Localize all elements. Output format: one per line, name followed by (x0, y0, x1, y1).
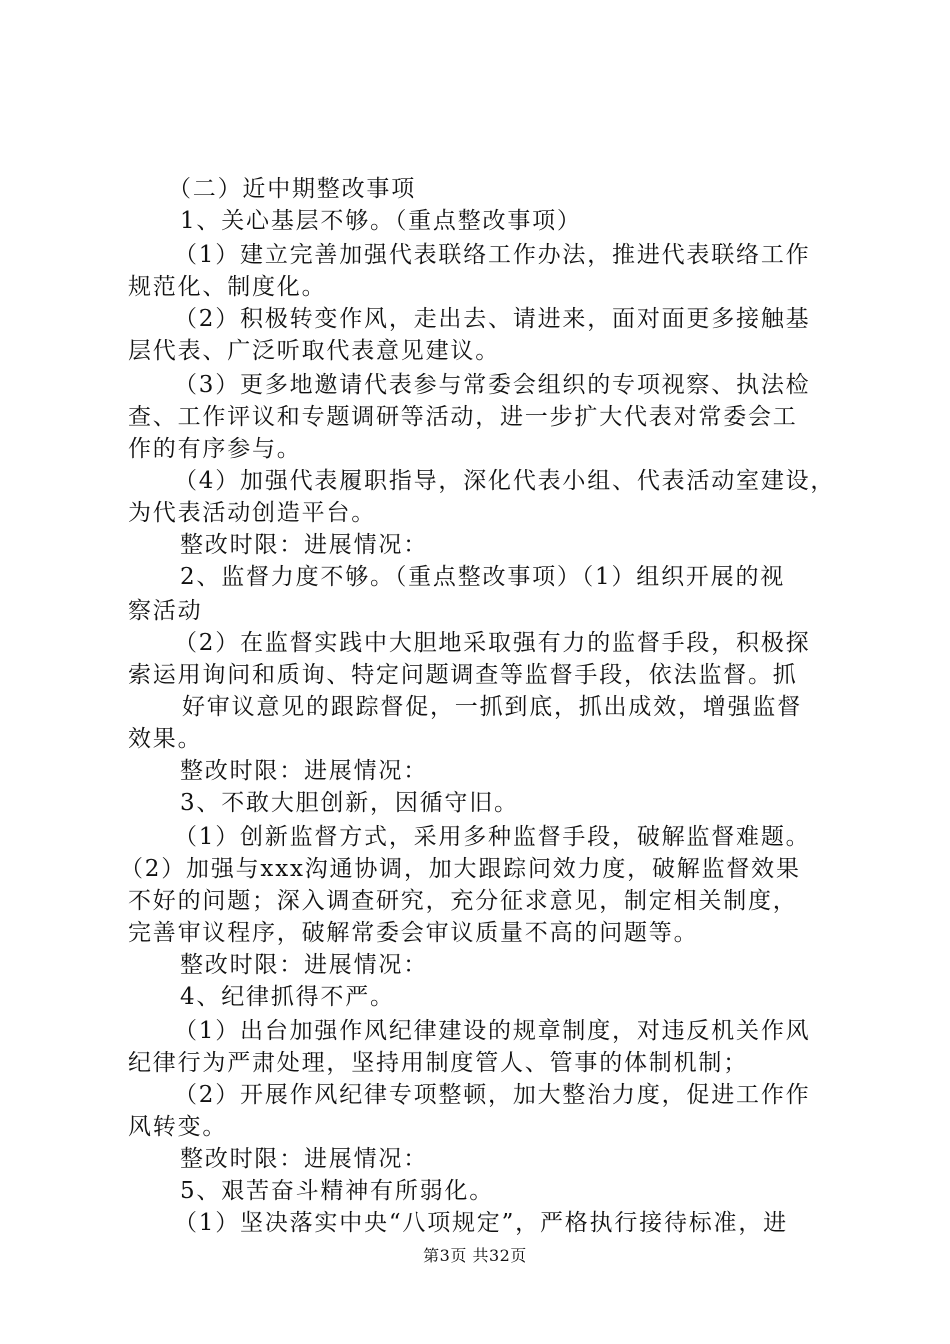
item-heading: 2、监督力度不够。（重点整改事项）（1）组织开展的视 (180, 564, 786, 590)
paragraph-line: （1）建立完善加强代表联络工作办法，推进代表联络工作 (174, 242, 811, 268)
item-heading: 4、纪律抓得不严。 (180, 984, 395, 1010)
section-heading: （二）近中期整改事项 (168, 176, 416, 202)
deadline-progress-line: 整改时限：进展情况： (180, 532, 428, 558)
paragraph-line: 索运用询问和质询、特定问题调查等监督手段，依法监督。抓 (128, 662, 798, 688)
paragraph-line: （2）积极转变作风，走出去、请进来，面对面更多接触基 (174, 306, 811, 332)
paragraph-line: 规范化、制度化。 (128, 274, 327, 300)
deadline-progress-line: 整改时限：进展情况： (180, 1146, 428, 1172)
paragraph-line: 不好的问题；深入调查研究，充分征求意见，制定相关制度， (128, 888, 798, 914)
paragraph-line: （3）更多地邀请代表参与常委会组织的专项视察、执法检 (174, 372, 811, 398)
paragraph-line: （2）开展作风纪律专项整顿，加大整治力度，促进工作作 (174, 1082, 811, 1108)
paragraph-line: （1）坚决落实中央“八项规定”，严格执行接待标准，进 (174, 1210, 788, 1236)
deadline-progress-line: 整改时限：进展情况： (180, 952, 428, 978)
paragraph-line: （4）加强代表履职指导，深化代表小组、代表活动室建设， (174, 468, 836, 494)
paragraph-line: （2）在监督实践中大胆地采取强有力的监督手段，积极探 (174, 630, 811, 656)
paragraph-line: （1）创新监督方式，采用多种监督手段，破解监督难题。 (174, 824, 811, 850)
paragraph-line: 为代表活动创造平台。 (128, 500, 376, 526)
paragraph-line: 效果。 (128, 726, 203, 752)
paragraph-line: 完善审议程序，破解常委会审议质量不高的问题等。 (128, 920, 699, 946)
item-heading: 3、不敢大胆创新，因循守旧。 (180, 790, 519, 816)
paragraph-line: 查、工作评议和专题调研等活动，进一步扩大代表对常委会工 (128, 404, 798, 430)
paragraph-line: 层代表、广泛听取代表意见建议。 (128, 338, 500, 364)
paragraph-line: 风转变。 (128, 1114, 228, 1140)
page-number-footer: 第3页 共32页 (423, 1246, 527, 1265)
paragraph-line: （2）加强与xxx沟通协调，加大跟踪问效力度，破解监督效果 (120, 856, 801, 882)
paragraph-line: 作的有序参与。 (128, 436, 302, 462)
item-heading: 1、关心基层不够。（重点整改事项） (180, 208, 582, 234)
paragraph-line: （1）出台加强作风纪律建设的规章制度，对违反机关作风 (174, 1018, 811, 1044)
paragraph-line: 好审议意见的跟踪督促，一抓到底，抓出成效，增强监督 (182, 694, 802, 720)
paragraph-line: 纪律行为严肃处理，坚持用制度管人、管事的体制机制； (128, 1050, 748, 1076)
paragraph-line: 察活动 (128, 598, 203, 624)
item-heading: 5、艰苦奋斗精神有所弱化。 (180, 1178, 495, 1204)
deadline-progress-line: 整改时限：进展情况： (180, 758, 428, 784)
